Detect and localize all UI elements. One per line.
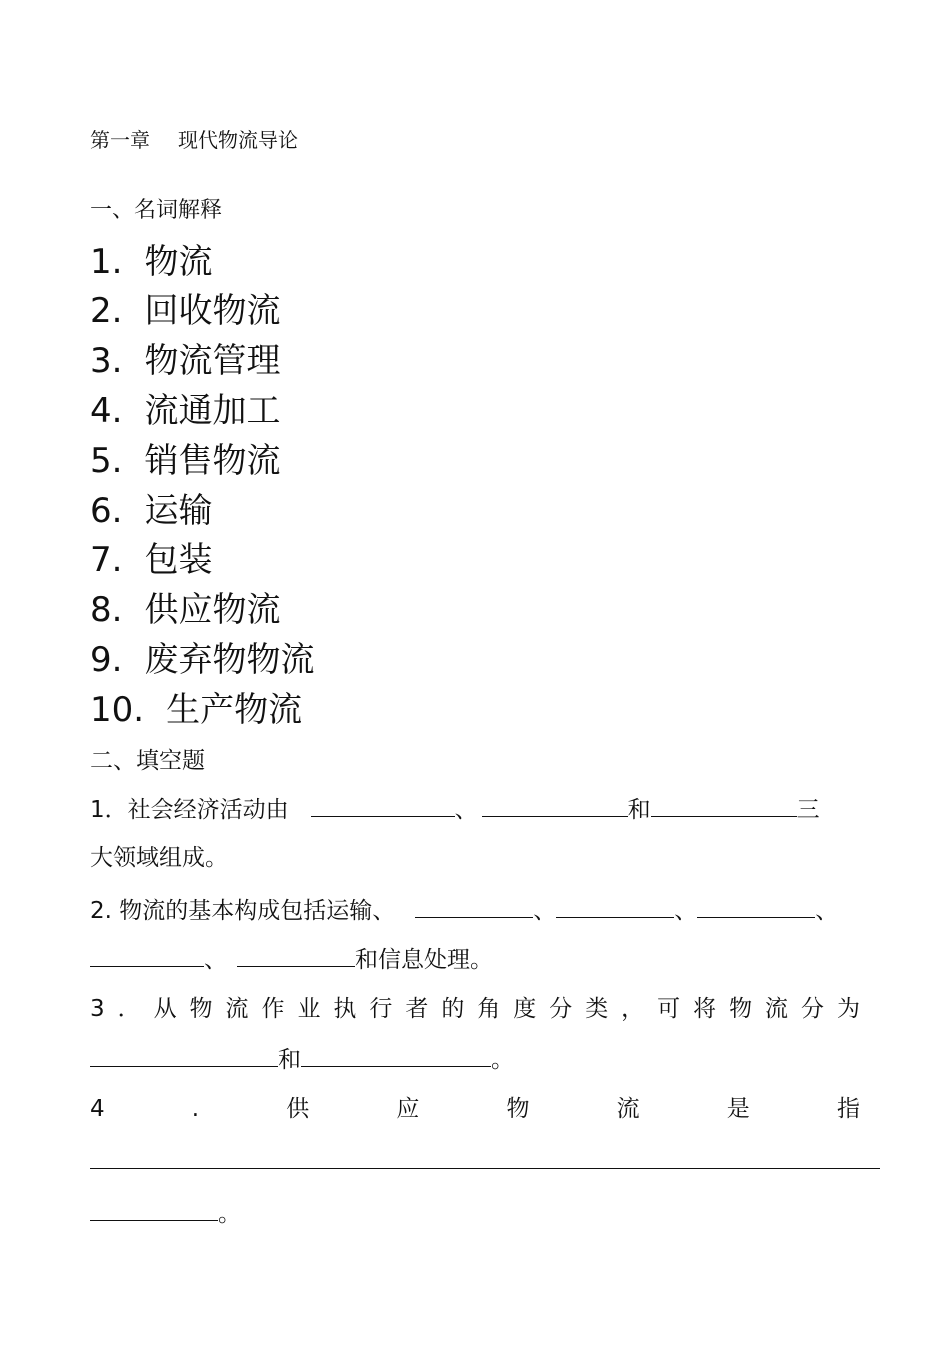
blank-field[interactable]	[311, 794, 455, 817]
question-4-line-1: 4 . 供 应 物 流 是 指	[90, 1096, 860, 1122]
blank-field[interactable]	[651, 794, 797, 817]
question-1-line-1: 1．社会经济活动由 、 和 三	[90, 794, 820, 825]
blank-field[interactable]	[556, 895, 674, 918]
question-2-line-2: 、 和信息处理。	[90, 944, 493, 975]
blank-field[interactable]	[697, 895, 815, 918]
chapter-label: 第一章	[90, 128, 150, 152]
answer-line[interactable]	[90, 1168, 880, 1169]
blank-field[interactable]	[90, 944, 204, 967]
list-item: 10. 生产物流	[90, 690, 303, 730]
blank-field[interactable]	[301, 1044, 491, 1067]
question-1-line-2: 大领域组成。	[90, 845, 228, 871]
question-3-line-1: 3 ． 从 物 流 作 业 执 行 者 的 角 度 分 类 ， 可 将 物 流 分 为	[90, 996, 860, 1022]
section-title-definitions: 一、名词解释	[90, 198, 223, 223]
chapter-title: 现代物流导论	[178, 128, 298, 152]
list-item: 7. 包装	[90, 540, 213, 580]
list-item: 4. 流通加工	[90, 391, 281, 431]
blank-field[interactable]	[237, 944, 355, 967]
list-item: 9. 废弃物物流	[90, 640, 315, 680]
question-4-line-3: 。	[90, 1198, 241, 1229]
blank-field[interactable]	[90, 1044, 278, 1067]
blank-field[interactable]	[415, 895, 533, 918]
list-item: 8. 供应物流	[90, 590, 281, 630]
question-3-line-2: 和 。	[90, 1044, 514, 1075]
list-item: 1. 物流	[90, 242, 213, 282]
list-item: 3. 物流管理	[90, 341, 281, 381]
list-item: 5. 销售物流	[90, 441, 281, 481]
list-item: 6. 运输	[90, 491, 213, 531]
list-item: 2. 回收物流	[90, 291, 281, 331]
blank-field[interactable]	[482, 794, 628, 817]
section-title-fill-blanks: 二、填空题	[90, 748, 205, 774]
chapter-heading	[90, 124, 298, 153]
question-2-line-1: 2. 物流的基本构成包括运输、 、 、 、	[90, 895, 838, 926]
blank-field[interactable]	[90, 1198, 218, 1221]
